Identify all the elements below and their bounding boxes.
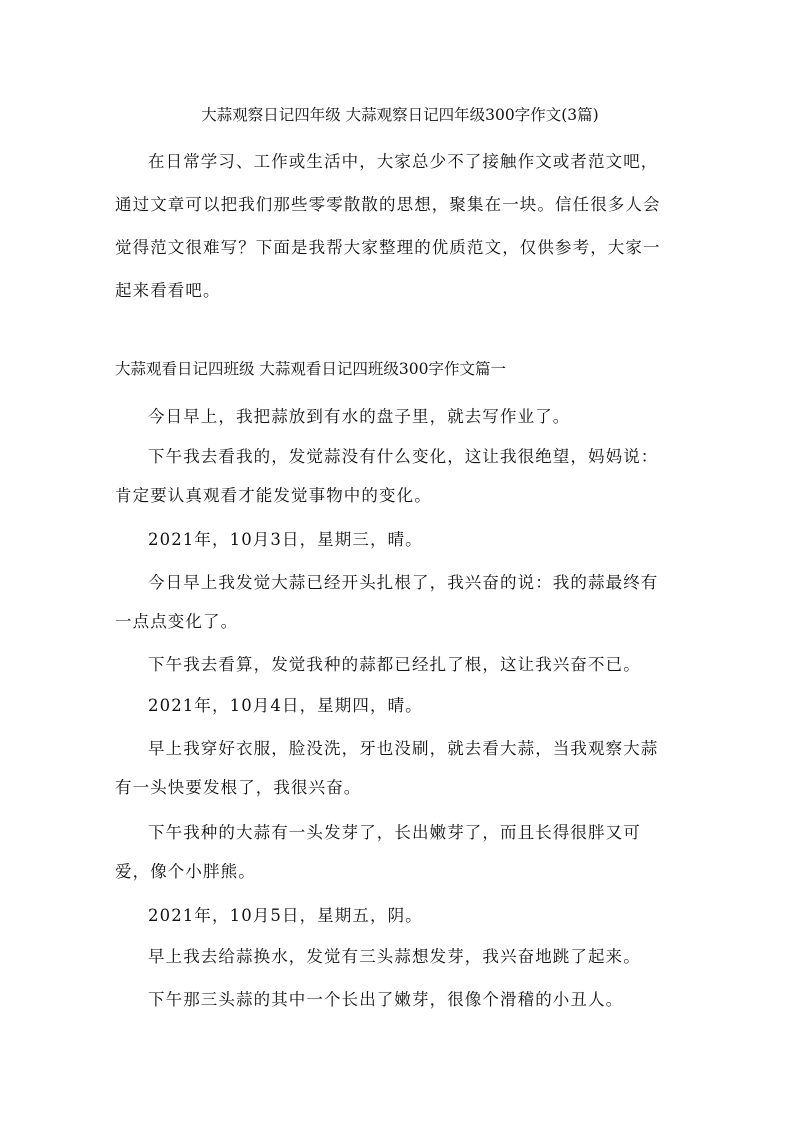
- body-paragraph: 下午我种的大蒜有一头发芽了，长出嫩芽了，而且长得很胖又可爱，像个小胖熊。: [115, 823, 641, 881]
- document-title: 大蒜观察日记四年级 大蒜观察日记四年级300字作文(3篇): [201, 106, 599, 124]
- date-line: 2021年，10月3日，星期三，晴。: [148, 530, 423, 549]
- section-heading: 大蒜观看日记四班级 大蒜观看日记四班级300字作文篇一: [115, 360, 507, 378]
- date-line: 2021年，10月4日，星期四，晴。: [148, 696, 423, 715]
- body-paragraph: 下午我去看我的，发觉蒜没有什么变化，这让我很绝望，妈妈说：肯定要认真观看才能发觉事物中的变化。: [115, 447, 659, 505]
- body-paragraph: 下午我去看算，发觉我种的蒜都已经扎了根，这让我兴奋不已。: [148, 655, 641, 674]
- intro-paragraph: 在日常学习、工作或生活中，大家总少不了接触作文或者范文吧，通过文章可以把我们那些零零散散的思想，聚集在一块。信任很多人会觉得范文很难写？下面是我帮大家整理的优质范文，仅供参考，大家一起来看看吧。: [115, 152, 661, 300]
- body-paragraph: 早上我穿好衣服，脸没洗，牙也没刷，就去看大蒜，当我观察大蒜有一头快要发根了，我很兴奋。: [115, 739, 659, 797]
- body-paragraph: 早上我去给蒜换水，发觉有三头蒜想发芽，我兴奋地跳了起来。: [148, 947, 641, 966]
- body-paragraph: 今日早上我发觉大蒜已经开头扎根了，我兴奋的说：我的蒜最终有一点点变化了。: [115, 573, 659, 631]
- body-paragraph: 下午那三头蒜的其中一个长出了嫩芽，很像个滑稽的小丑人。: [148, 990, 624, 1009]
- body-paragraph: 今日早上，我把蒜放到有水的盘子里，就去写作业了。: [148, 407, 571, 426]
- date-line: 2021年，10月5日，星期五，阴。: [148, 906, 423, 925]
